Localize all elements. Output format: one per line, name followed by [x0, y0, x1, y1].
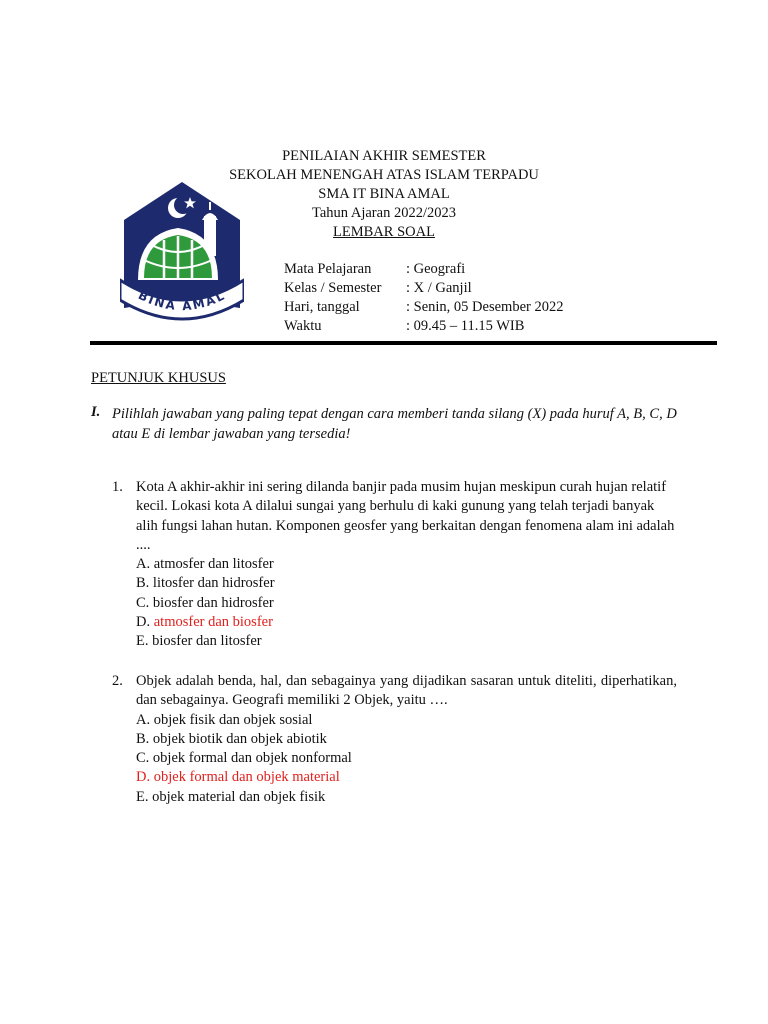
- info-value: : X / Ganjil: [406, 280, 472, 296]
- info-value: : Senin, 05 Desember 2022: [406, 299, 564, 315]
- option-e: E. objek material dan objek fisik: [136, 788, 326, 805]
- question-1: [112, 478, 677, 652]
- correct-answer: objek formal dan objek material: [153, 769, 340, 786]
- info-label: Waktu: [284, 318, 322, 334]
- option-c: C. objek formal dan objek nonformal: [136, 750, 352, 767]
- option-c: C. biosfer dan hidrosfer: [136, 594, 274, 611]
- option-list: [136, 555, 677, 651]
- section-number: I.: [91, 404, 101, 420]
- instructions-heading: PETUNJUK KHUSUS: [91, 370, 226, 386]
- option-d: D. atmosfer dan biosfer: [136, 614, 273, 631]
- question-stem: Objek adalah benda, hal, dan sebagainya yang dijadikan sasaran untuk diteliti, diperhatikan, dan sebagainya. Geografi memiliki 2 Objek, yaitu ….: [136, 673, 677, 709]
- info-value: : Geografi: [406, 261, 466, 277]
- logo-ribbon-text: BINA AMAL: [136, 287, 228, 314]
- info-value: : 09.45 – 11.15 WIB: [406, 318, 525, 334]
- question-number: 2.: [112, 673, 123, 689]
- info-label: Hari, tanggal: [284, 299, 360, 315]
- question-2: [112, 672, 677, 807]
- info-label: Kelas / Semester: [284, 280, 382, 296]
- option-b: B. objek biotik dan objek abiotik: [136, 730, 327, 747]
- academic-year: Tahun Ajaran 2022/2023: [312, 205, 456, 221]
- exam-title: PENILAIAN AKHIR SEMESTER: [282, 148, 486, 164]
- option-b: B. litosfer dan hidrosfer: [136, 575, 275, 592]
- header-divider: [90, 341, 717, 345]
- question-number: 1.: [112, 479, 123, 495]
- correct-answer: atmosfer dan biosfer: [153, 614, 273, 631]
- option-list: [136, 711, 677, 807]
- info-label: Mata Pelajaran: [284, 261, 372, 277]
- school-type: SEKOLAH MENENGAH ATAS ISLAM TERPADU: [229, 167, 539, 183]
- option-d: D. objek formal dan objek material: [136, 769, 340, 786]
- school-name: SMA IT BINA AMAL: [318, 186, 450, 202]
- option-a: A. objek fisik dan objek sosial: [136, 711, 313, 728]
- option-a: A. atmosfer dan litosfer: [136, 556, 274, 573]
- option-e: E. biosfer dan litosfer: [136, 633, 262, 650]
- sheet-title: LEMBAR SOAL: [333, 224, 435, 240]
- section-instructions: Pilihlah jawaban yang paling tepat dengan cara memberi tanda silang (X) pada huruf A, B, C, D atau E di lembar jawaban yang tersedia!: [112, 406, 677, 442]
- question-stem: Kota A akhir-akhir ini sering dilanda banjir pada musim hujan meskipun curah hujan relatif kecil. Lokasi kota A dilalui sungai yang berhulu di kaki gunung yang telah terjadi banyak alih fungsi lahan hutan. Komponen geosfer yang berkaitan dengan fenomena alam ini adalah ....: [136, 479, 675, 553]
